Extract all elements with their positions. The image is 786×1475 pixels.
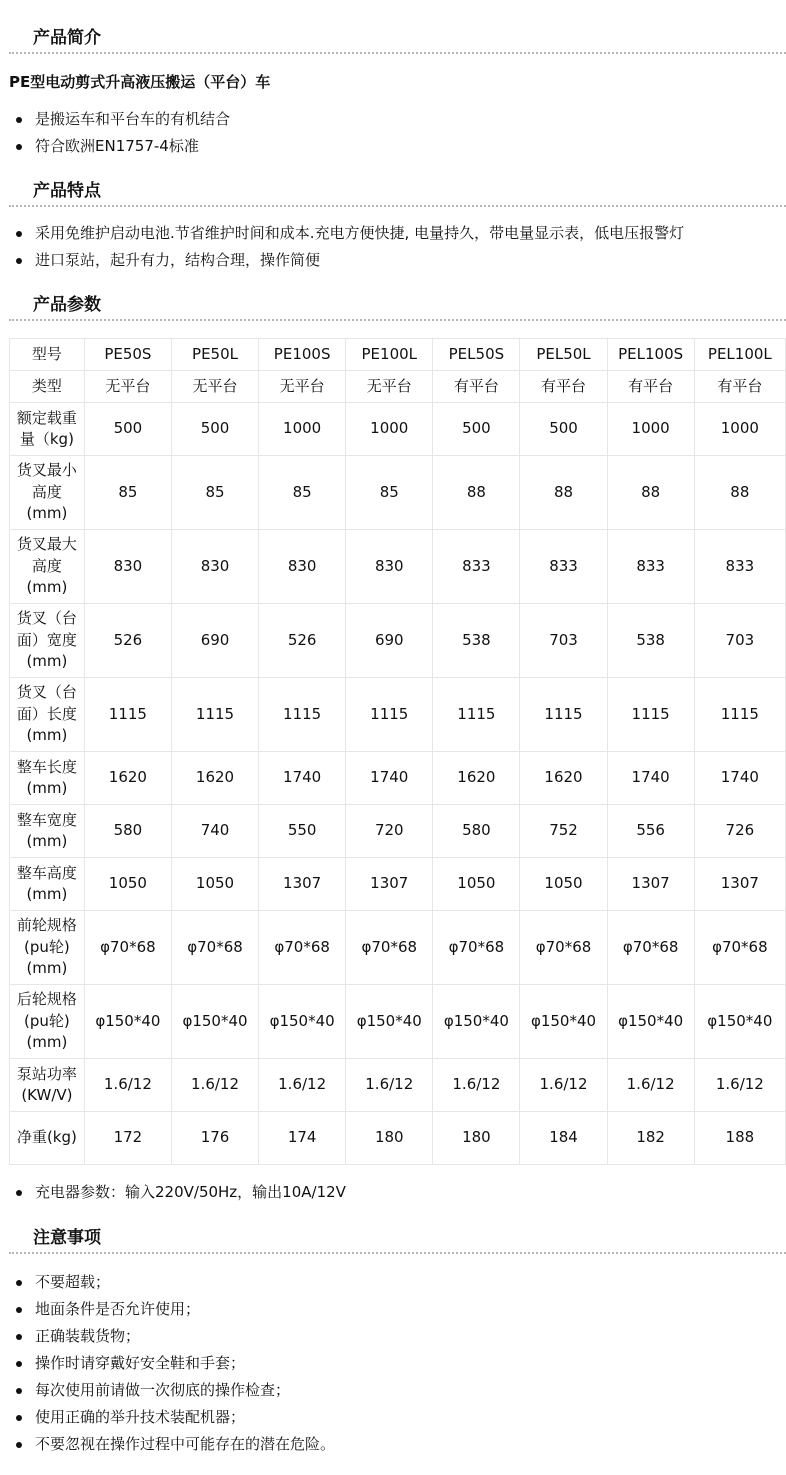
table-cell: 1307 [694,858,785,911]
row-label: 整车长度(mm) [10,752,85,805]
table-cell: 703 [520,604,607,678]
section-heading-features: 产品特点 [9,181,786,207]
product-title: PE型电动剪式升高液压搬运（平台）车 [9,73,271,91]
table-cell: 88 [607,456,694,530]
row-label: 后轮规格(pu轮)(mm) [10,985,85,1059]
list-item: 每次使用前请做一次彻底的操作检查； [0,1377,786,1404]
table-cell: 1050 [520,858,607,911]
table-cell: 180 [433,1112,520,1165]
table-cell: 88 [520,456,607,530]
table-cell: 174 [259,1112,346,1165]
table-cell: 1740 [259,752,346,805]
table-cell: 500 [433,403,520,456]
table-cell: 550 [259,805,346,858]
table-cell: 830 [171,530,258,604]
table-cell: φ70*68 [694,911,785,985]
row-label: 货叉最大高度(mm) [10,530,85,604]
table-row [10,339,786,371]
table-cell: 1050 [171,858,258,911]
table-cell: 有平台 [433,371,520,403]
features-list [0,220,786,274]
table-row [10,911,786,985]
row-label: 泵站功率(KW/V) [10,1059,85,1112]
table-cell: 1000 [259,403,346,456]
table-cell: 833 [607,530,694,604]
table-cell: 538 [607,604,694,678]
list-item: 操作时请穿戴好安全鞋和手套； [0,1350,786,1377]
table-cell: 1.6/12 [607,1059,694,1112]
table-cell: φ150*40 [520,985,607,1059]
table-row [10,805,786,858]
table-cell: φ70*68 [259,911,346,985]
table-cell: φ70*68 [607,911,694,985]
table-row [10,456,786,530]
table-cell: 1.6/12 [346,1059,433,1112]
table-row [10,530,786,604]
table-cell: 830 [84,530,171,604]
table-cell: 1115 [346,678,433,752]
table-cell: 690 [171,604,258,678]
table-cell: 580 [433,805,520,858]
list-item: 不要超载； [0,1269,786,1296]
table-cell: φ70*68 [84,911,171,985]
table-cell: 88 [694,456,785,530]
list-item: 不要忽视在操作过程中可能存在的潜在危险。 [0,1431,786,1458]
table-row [10,371,786,403]
table-cell: 无平台 [346,371,433,403]
table-cell: 580 [84,805,171,858]
table-row [10,858,786,911]
table-cell: 830 [259,530,346,604]
list-item: 地面条件是否允许使用； [0,1296,786,1323]
table-cell: φ150*40 [346,985,433,1059]
table-cell: φ70*68 [171,911,258,985]
row-label: 型号 [10,339,85,371]
table-cell: 1115 [694,678,785,752]
table-cell: 833 [694,530,785,604]
row-label: 类型 [10,371,85,403]
table-cell: 180 [346,1112,433,1165]
table-cell: 176 [171,1112,258,1165]
table-cell: 85 [84,456,171,530]
table-cell: φ150*40 [84,985,171,1059]
table-cell: 1115 [259,678,346,752]
table-cell: 1000 [346,403,433,456]
table-cell: 752 [520,805,607,858]
table-cell: 有平台 [520,371,607,403]
table-cell: 188 [694,1112,785,1165]
table-cell: 526 [259,604,346,678]
row-label: 货叉（台面）宽度(mm) [10,604,85,678]
list-item: 使用正确的举升技术装配机器； [0,1404,786,1431]
table-cell: 1620 [84,752,171,805]
table-cell: 无平台 [171,371,258,403]
row-label: 前轮规格(pu轮)(mm) [10,911,85,985]
table-cell: 1307 [346,858,433,911]
table-cell: PE100S [259,339,346,371]
table-cell: 1307 [607,858,694,911]
table-cell: 726 [694,805,785,858]
list-item: 符合欧洲EN1757-4标准 [0,133,786,160]
table-cell: 538 [433,604,520,678]
section-heading-params: 产品参数 [9,295,786,321]
table-cell: 690 [346,604,433,678]
table-cell: 1.6/12 [259,1059,346,1112]
table-row [10,678,786,752]
table-cell: 1050 [433,858,520,911]
table-row [10,752,786,805]
table-cell: PEL50L [520,339,607,371]
table-cell: 1740 [607,752,694,805]
intro-list [0,106,786,160]
table-cell: 1.6/12 [84,1059,171,1112]
table-cell: φ150*40 [171,985,258,1059]
table-cell: 1.6/12 [171,1059,258,1112]
table-cell: 1115 [84,678,171,752]
table-cell: 1115 [171,678,258,752]
cautions-list [0,1269,786,1458]
section-heading-intro: 产品简介 [9,28,786,54]
table-cell: 833 [433,530,520,604]
table-cell: 740 [171,805,258,858]
table-cell: 有平台 [694,371,785,403]
table-cell: 88 [433,456,520,530]
table-cell: 833 [520,530,607,604]
table-cell: 85 [346,456,433,530]
table-cell: PE50S [84,339,171,371]
table-row [10,1112,786,1165]
section-heading-cautions: 注意事项 [9,1228,786,1254]
table-cell: 1115 [520,678,607,752]
table-cell: 500 [84,403,171,456]
table-cell: φ150*40 [607,985,694,1059]
table-cell: 1050 [84,858,171,911]
table-cell: 182 [607,1112,694,1165]
table-cell: 1740 [694,752,785,805]
table-cell: 1000 [694,403,785,456]
list-item: 进口泵站，起升有力，结构合理，操作简便 [0,247,786,274]
row-label: 货叉最小高度(mm) [10,456,85,530]
table-cell: PEL100S [607,339,694,371]
table-cell: 1.6/12 [520,1059,607,1112]
row-label: 整车高度(mm) [10,858,85,911]
table-cell: φ70*68 [346,911,433,985]
table-cell: 172 [84,1112,171,1165]
table-cell: 830 [346,530,433,604]
list-item: 采用免维护启动电池.节省维护时间和成本.充电方便快捷, 电量持久，带电量显示表，低电压报警灯 [0,220,786,247]
table-cell: 85 [259,456,346,530]
table-cell: 无平台 [84,371,171,403]
table-cell: 526 [84,604,171,678]
table-row [10,604,786,678]
table-cell: φ150*40 [694,985,785,1059]
table-cell: 无平台 [259,371,346,403]
table-cell: PEL100L [694,339,785,371]
table-cell: 有平台 [607,371,694,403]
table-cell: PEL50S [433,339,520,371]
table-row [10,985,786,1059]
row-label: 额定载重量（kg) [10,403,85,456]
table-cell: 1000 [607,403,694,456]
list-item: 正确装载货物； [0,1323,786,1350]
table-cell: 184 [520,1112,607,1165]
table-cell: 703 [694,604,785,678]
table-cell: 1115 [433,678,520,752]
table-cell: φ70*68 [520,911,607,985]
table-cell: 1.6/12 [433,1059,520,1112]
row-label: 货叉（台面）长度(mm) [10,678,85,752]
table-cell: 500 [171,403,258,456]
table-cell: PE100L [346,339,433,371]
row-label: 整车宽度(mm) [10,805,85,858]
charger-note-list [0,1179,786,1206]
table-row [10,1059,786,1112]
spec-table [9,338,786,1165]
table-cell: 1307 [259,858,346,911]
list-item: 是搬运车和平台车的有机结合 [0,106,786,133]
table-cell: 1620 [433,752,520,805]
table-cell: φ70*68 [433,911,520,985]
table-cell: 1115 [607,678,694,752]
table-cell: 1620 [520,752,607,805]
table-cell: 720 [346,805,433,858]
table-cell: 556 [607,805,694,858]
table-cell: 1740 [346,752,433,805]
table-cell: 1.6/12 [694,1059,785,1112]
table-cell: PE50L [171,339,258,371]
table-cell: 85 [171,456,258,530]
table-cell: 500 [520,403,607,456]
table-cell: φ150*40 [433,985,520,1059]
list-item: 充电器参数：输入220V/50Hz，输出10A/12V [0,1179,786,1206]
table-row [10,403,786,456]
row-label: 净重(kg) [10,1112,85,1165]
table-cell: 1620 [171,752,258,805]
table-cell: φ150*40 [259,985,346,1059]
